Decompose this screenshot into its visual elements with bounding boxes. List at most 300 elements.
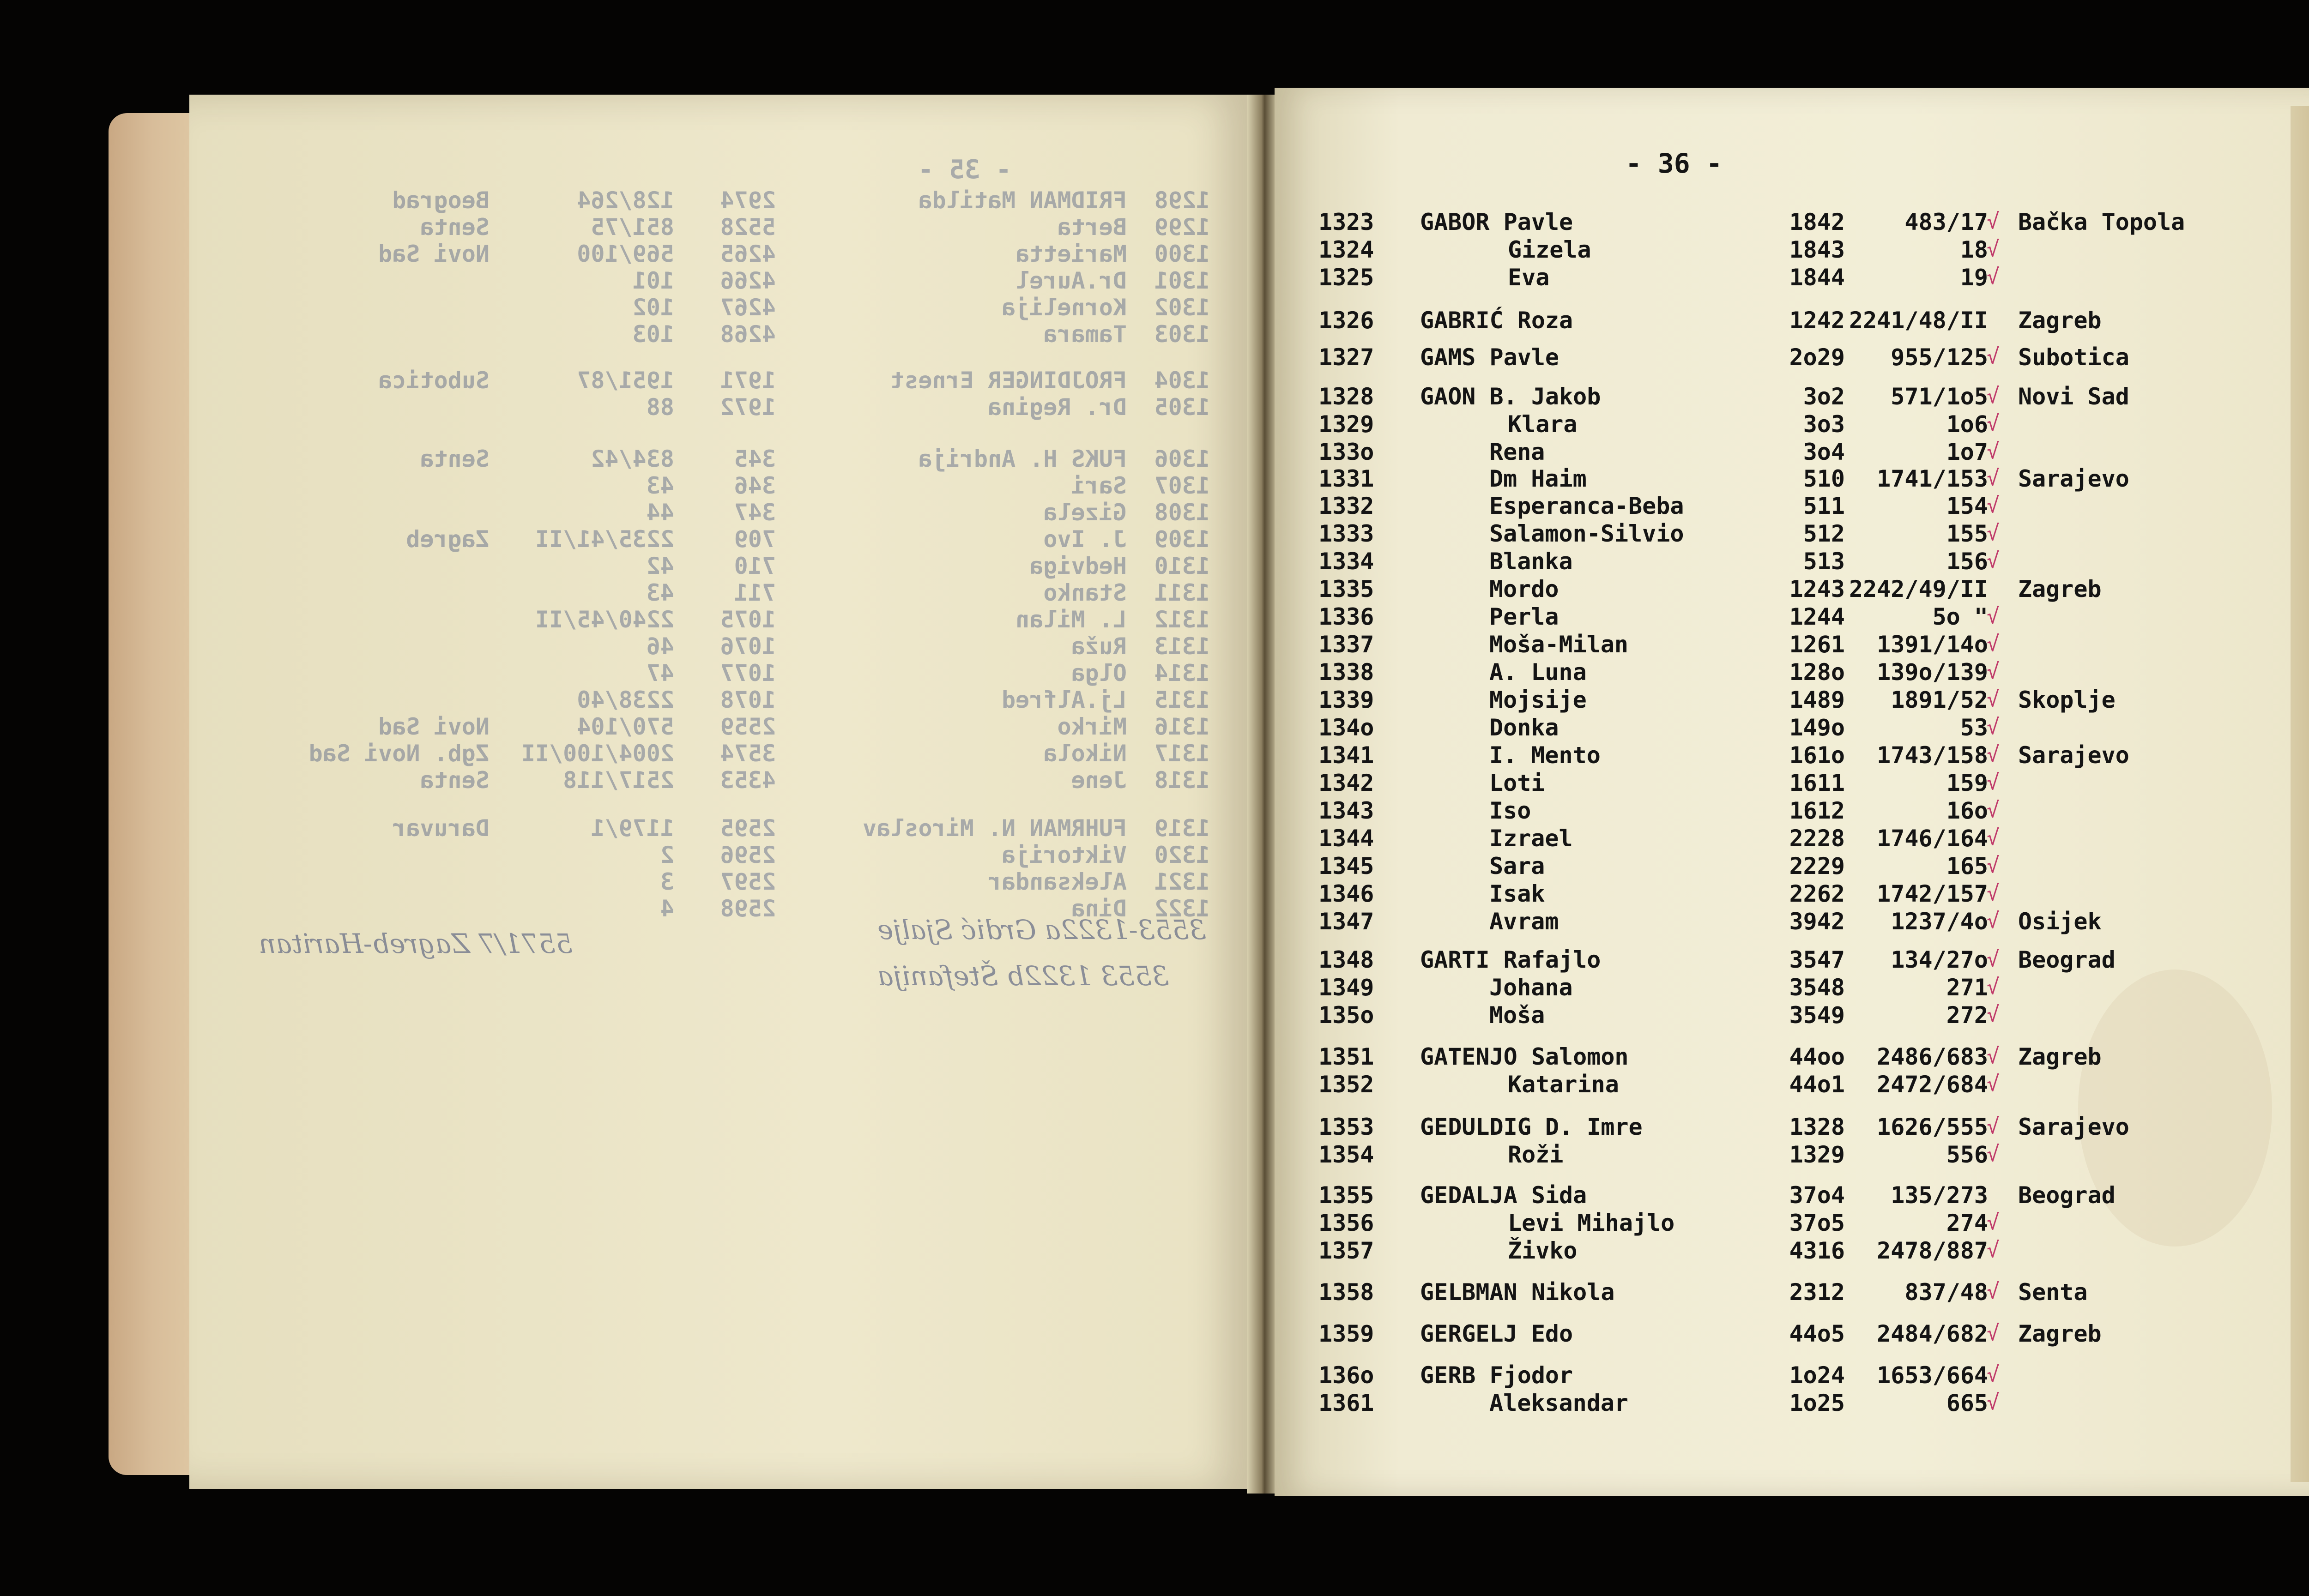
reference-number: 1743/158 [1877,742,1988,769]
row-number: 135o [1318,1002,1374,1029]
person-name: Salamon-Silvio [1489,520,1684,547]
row-number: 1329 [1318,411,1374,438]
row-number: 1334 [1318,548,1374,575]
record-code: 1261 [1789,631,1845,658]
check-mark: √ [1987,1141,2000,1166]
record-code: 128o [1789,659,1845,686]
city: Sarajevo [2018,742,2129,769]
row-number: 1359 [1318,1320,1374,1347]
person-name: Rena [1489,439,1545,465]
record-code: 3549 [1789,1002,1845,1029]
person-name: Dm Haim [1489,465,1587,492]
handwritten-note: 3553 1322b Štefanija [877,960,1169,992]
bleed-row-number: 1309 [1154,526,1210,553]
record-code: 1489 [1789,687,1845,713]
reference-number: 483/17 [1904,209,1988,235]
bleed-row-number: 1303 [1154,321,1210,348]
bleed-code: 1076 [720,633,776,660]
bleed-ref: 103 [632,321,674,348]
bleed-name: J. Ivo [1043,526,1127,553]
bleed-code: 4267 [720,294,776,321]
person-name: Eva [1508,264,1550,291]
check-mark: √ [1987,603,2000,628]
record-code: 1242 [1789,307,1845,334]
person-name: Avram [1489,908,1559,935]
bleed-row-number: 1310 [1154,553,1210,579]
check-mark: √ [1987,1279,2000,1304]
check-mark: √ [1987,946,2000,971]
bleed-code: 2596 [720,842,776,868]
bleed-ref: 102 [632,294,674,321]
row-number: 1353 [1318,1114,1374,1140]
person-name: Esperanca-Beba [1489,493,1684,519]
row-number: 1332 [1318,493,1374,519]
left-page [189,95,1251,1489]
bleed-ref: 3 [660,868,674,895]
bleed-ref: 88 [646,394,674,421]
bleed-ref: 101 [632,267,674,294]
row-number: 1346 [1318,880,1374,907]
person-name: Mojsije [1489,687,1587,713]
city: Bačka Topola [2018,209,2185,235]
person-name: Moša-Milan [1489,631,1629,658]
row-number: 1341 [1318,742,1374,769]
city: Zagreb [2018,1320,2102,1347]
person-name: Roži [1508,1141,1564,1168]
reference-number: 1653/664 [1877,1362,1988,1389]
bleed-code: 4268 [720,321,776,348]
reference-number: 1391/14o [1877,631,1988,658]
check-mark: √ [1987,908,2000,933]
bleed-city: Subotica [378,367,490,394]
bleed-row-number: 1298 [1154,187,1210,214]
bleed-row-number: 1312 [1154,606,1210,633]
reference-number: 1o7 [1946,439,1988,465]
bleed-code: 1075 [720,606,776,633]
bleed-code: 4265 [720,241,776,267]
bleed-row-number: 1319 [1154,815,1210,842]
person-name: GABRIĆ Roza [1420,307,1573,334]
row-number: 136o [1318,1362,1374,1389]
row-number: 1351 [1318,1043,1374,1070]
record-code: 512 [1803,520,1845,547]
check-mark: √ [1987,1210,2000,1235]
check-mark: √ [1987,1237,2000,1262]
bleed-name: FUKS H. Andrija [918,446,1127,472]
person-name: Loti [1489,770,1545,796]
person-name: GEDALJA Sida [1420,1182,1587,1209]
reference-number: 556 [1946,1141,1988,1168]
record-code: 1612 [1789,797,1845,824]
row-number: 1337 [1318,631,1374,658]
record-code: 1329 [1789,1141,1845,1168]
person-name: A. Luna [1489,659,1587,686]
record-code: 44o1 [1789,1071,1845,1098]
city: Osijek [2018,908,2102,935]
check-mark: √ [1987,659,2000,684]
person-name: GERB Fjodor [1420,1362,1573,1389]
bleed-row-number: 1300 [1154,241,1210,267]
reference-number: 1626/555 [1877,1114,1988,1140]
bleed-city: Senta [420,446,490,472]
check-mark: √ [1987,344,2000,369]
bleed-city: Novi Sad [378,241,490,267]
record-code: 161o [1789,742,1845,769]
check-mark: √ [1987,770,2000,795]
person-name: GARTI Rafajlo [1420,946,1601,973]
record-code: 1o25 [1789,1390,1845,1416]
reference-number: 272 [1946,1002,1988,1029]
row-number: 1361 [1318,1390,1374,1416]
record-code: 1328 [1789,1114,1845,1140]
person-name: Iso [1489,797,1531,824]
bleed-code: 710 [734,553,776,579]
bleed-row-number: 1307 [1154,472,1210,499]
bleed-city: Novi Sad [378,713,490,740]
bleed-row-number: 1320 [1154,842,1210,868]
bleed-ref: 43 [646,472,674,499]
row-number: 1356 [1318,1210,1374,1236]
person-name: GERGELJ Edo [1420,1320,1573,1347]
row-number: 1338 [1318,659,1374,686]
bleed-name: Stanko [1043,579,1127,606]
reference-number: 1891/52 [1891,687,1988,713]
person-name: Mordo [1489,576,1559,602]
person-name: Klara [1508,411,1578,438]
bleed-name: Jene [1071,767,1127,794]
record-code: 1244 [1789,603,1845,630]
bleed-ref: 1951/87 [577,367,674,394]
person-name: GELBMAN Nikola [1420,1279,1615,1306]
bleed-name: Viktorija [1002,842,1127,868]
bleed-row-number: 1304 [1154,367,1210,394]
bleed-ref: 44 [646,499,674,526]
bleed-row-number: 1302 [1154,294,1210,321]
check-mark: √ [1987,687,2000,711]
bleed-name: Dr.Aurel [1015,267,1127,294]
bleed-code: 346 [734,472,776,499]
reference-number: 155 [1946,520,1988,547]
reference-number: 135/273 [1891,1182,1988,1209]
check-mark: √ [1987,1362,2000,1387]
bleed-code: 2974 [720,187,776,214]
person-name: Donka [1489,714,1559,741]
bleed-code: 1972 [720,394,776,421]
bleed-ref: 2238/40 [577,687,674,713]
bleed-code: 3574 [720,740,776,767]
person-name: I. Mento [1489,742,1601,769]
record-code: 2229 [1789,853,1845,879]
bleed-ref: 2235/41/II [535,526,674,553]
reference-number: 2241/48/II [1849,307,1988,334]
reference-number: 1237/4o [1891,908,1988,935]
reference-number: 837/48 [1904,1279,1988,1306]
reference-number: 2242/49/II [1849,576,1988,602]
bleed-city: Zagreb [406,526,490,553]
person-name: Sara [1489,853,1545,879]
bleed-row-number: 1313 [1154,633,1210,660]
check-mark: √ [1987,797,2000,822]
bleed-ref: 47 [646,660,674,687]
row-number: 1339 [1318,687,1374,713]
record-code: 37o5 [1789,1210,1845,1236]
person-name: Levi Mihajlo [1508,1210,1675,1236]
check-mark: √ [1987,209,2000,234]
person-name: Perla [1489,603,1559,630]
bleed-row-number: 1305 [1154,394,1210,421]
bleed-code: 2598 [720,895,776,922]
reference-number: 159 [1946,770,1988,796]
row-number: 134o [1318,714,1374,741]
bleed-name: Marietta [1015,241,1127,267]
bleed-ref: 2 [660,842,674,868]
reference-number: 1741/153 [1877,465,1988,492]
record-code: 3o3 [1803,411,1845,438]
reference-number: 139o/139 [1877,659,1988,686]
record-code: 1611 [1789,770,1845,796]
reference-number: 134/27o [1891,946,1988,973]
handwritten-note: 5571/7 Zagreb-Haritan [259,928,573,959]
bleed-code: 709 [734,526,776,553]
city: Beograd [2018,1182,2116,1209]
check-mark: √ [1987,236,2000,261]
person-name: GAON B. Jakob [1420,383,1601,410]
bleed-ref: 42 [646,553,674,579]
record-code: 3547 [1789,946,1845,973]
bleed-code: 2597 [720,868,776,895]
bleed-through-text [189,95,1251,1489]
check-mark: √ [1987,1390,2000,1415]
bleed-name: FUHRMAN N. Miroslav [863,815,1127,842]
bleed-name: Hedviga [1029,553,1127,579]
city: Zagreb [2018,576,2102,602]
bleed-name: Gizela [1043,499,1127,526]
bleed-ref: 570/104 [577,713,674,740]
person-name: Izrael [1489,825,1573,852]
record-code: 2o29 [1789,344,1845,371]
reference-number: 53 [1960,714,1988,741]
row-number: 1355 [1318,1182,1374,1209]
reference-number: 5o " [1932,603,1988,630]
reference-number: 154 [1946,493,1988,519]
bleed-ref: 2004/100/II [521,740,674,767]
bleed-code: 4353 [720,767,776,794]
record-code: 3o2 [1803,383,1845,410]
reference-number: 2486/683 [1877,1043,1988,1070]
bleed-ref: 43 [646,579,674,606]
city: Zagreb [2018,1043,2102,1070]
reference-number: 19 [1960,264,1988,291]
check-mark: √ [1987,631,2000,656]
check-mark: √ [1987,493,2000,518]
bleed-ref: 834/42 [591,446,674,472]
check-mark: √ [1987,1043,2000,1068]
record-code: 1243 [1789,576,1845,602]
bleed-row-number: 1321 [1154,868,1210,895]
check-mark: √ [1987,383,2000,408]
record-code: 1843 [1789,236,1845,263]
city: Skoplje [2018,687,2116,713]
bleed-ref: 1179/1 [591,815,674,842]
row-number: 1336 [1318,603,1374,630]
bleed-name: L. Milan [1015,606,1127,633]
bleed-row-number: 1308 [1154,499,1210,526]
bleed-code: 711 [734,579,776,606]
check-mark: √ [1987,264,2000,289]
record-code: 2262 [1789,880,1845,907]
bleed-row-number: 1315 [1154,687,1210,713]
bleed-city: Beograd [392,187,490,214]
check-mark: √ [1987,520,2000,545]
check-mark: √ [1987,465,2000,490]
bleed-ref: 851/75 [591,214,674,241]
row-number: 1343 [1318,797,1374,824]
person-name: Blanka [1489,548,1573,575]
record-code: 3o4 [1803,439,1845,465]
row-number: 1326 [1318,307,1374,334]
bleed-row-number: 1306 [1154,446,1210,472]
record-code: 1o24 [1789,1362,1845,1389]
record-code: 37o4 [1789,1182,1845,1209]
left-page-number: - 35 - [918,155,1011,185]
bleed-city: Senta [420,767,490,794]
person-name: Isak [1489,880,1545,907]
bleed-name: FROJDINGER Ernest [890,367,1127,394]
bleed-row-number: 1311 [1154,579,1210,606]
row-number: 1323 [1318,209,1374,235]
city: Zagreb [2018,307,2102,334]
bleed-code: 345 [734,446,776,472]
reference-number: 156 [1946,548,1988,575]
bleed-ref: 2517/118 [563,767,674,794]
bleed-code: 1971 [720,367,776,394]
check-mark: √ [1987,1114,2000,1138]
reference-number: 1742/157 [1877,880,1988,907]
bleed-code: 4266 [720,267,776,294]
bleed-name: Mirko [1057,713,1127,740]
bleed-code: 5528 [720,214,776,241]
row-number: 133o [1318,439,1374,465]
row-number: 1342 [1318,770,1374,796]
row-number: 1349 [1318,974,1374,1001]
row-number: 1327 [1318,344,1374,371]
bleed-city: Daruvar [392,815,490,842]
check-mark: √ [1987,825,2000,850]
bleed-name: FRIDMAN Matilda [918,187,1127,214]
record-code: 149o [1789,714,1845,741]
bleed-row-number: 1318 [1154,767,1210,794]
record-code: 3548 [1789,974,1845,1001]
reference-number: 1o6 [1946,411,1988,438]
row-number: 1324 [1318,236,1374,263]
record-code: 511 [1803,493,1845,519]
reference-number: 16o [1946,797,1988,824]
city: Senta [2018,1279,2088,1306]
reference-number: 571/1o5 [1891,383,1988,410]
bleed-code: 347 [734,499,776,526]
city: Sarajevo [2018,1114,2129,1140]
check-mark: √ [1987,714,2000,739]
bleed-row-number: 1317 [1154,740,1210,767]
bleed-name: Aleksandar [987,868,1127,895]
right-page-edge [2291,106,2309,1482]
bleed-name: Sari [1071,472,1127,499]
check-mark: √ [1987,439,2000,464]
city: Subotica [2018,344,2129,371]
person-name: Katarina [1508,1071,1619,1098]
bleed-name: Berta [1057,214,1127,241]
row-number: 1345 [1318,853,1374,879]
bleed-name: Kornelija [1002,294,1127,321]
row-number: 1331 [1318,465,1374,492]
record-code: 2312 [1789,1279,1845,1306]
reference-number: 1746/164 [1877,825,1988,852]
person-name: Aleksandar [1489,1390,1629,1416]
row-number: 1352 [1318,1071,1374,1098]
bleed-name: Olga [1071,660,1127,687]
row-number: 1347 [1318,908,1374,935]
reference-number: 165 [1946,853,1988,879]
person-name: GAMS Pavle [1420,344,1559,371]
bleed-city: Zgb. Novi Sad [308,740,490,767]
reference-number: 2472/684 [1877,1071,1988,1098]
record-code: 1844 [1789,264,1845,291]
bleed-code: 1077 [720,660,776,687]
reference-number: 665 [1946,1390,1988,1416]
bleed-row-number: 1314 [1154,660,1210,687]
row-number: 1344 [1318,825,1374,852]
bleed-ref: 128/264 [577,187,674,214]
reference-number: 2484/682 [1877,1320,1988,1347]
check-mark: √ [1987,1002,2000,1027]
row-number: 1328 [1318,383,1374,410]
bleed-code: 1078 [720,687,776,713]
person-name: GABOR Pavle [1420,209,1573,235]
record-code: 4316 [1789,1237,1845,1264]
bleed-name: Lj.Alfred [1002,687,1127,713]
bleed-ref: 46 [646,633,674,660]
record-code: 44oo [1789,1043,1845,1070]
bleed-city: Senta [420,214,490,241]
row-number: 1333 [1318,520,1374,547]
record-code: 2228 [1789,825,1845,852]
person-name: Živko [1508,1237,1578,1264]
check-mark: √ [1987,1320,2000,1345]
row-number: 1325 [1318,264,1374,291]
person-name: Gizela [1508,236,1591,263]
check-mark: √ [1987,548,2000,573]
bleed-row-number: 1316 [1154,713,1210,740]
row-number: 1348 [1318,946,1374,973]
row-number: 1354 [1318,1141,1374,1168]
reference-number: 271 [1946,974,1988,1001]
record-code: 513 [1803,548,1845,575]
check-mark: √ [1987,411,2000,436]
record-code: 44o5 [1789,1320,1845,1347]
bleed-name: Ruža [1071,633,1127,660]
handwritten-note: 3553-1322a Grdić Sjalje [877,914,1206,946]
bleed-code: 2559 [720,713,776,740]
city: Beograd [2018,946,2116,973]
check-mark: √ [1987,1071,2000,1096]
bleed-ref: 4 [660,895,674,922]
reference-number: 18 [1960,236,1988,263]
city: Novi Sad [2018,383,2129,410]
check-mark: √ [1987,853,2000,878]
bleed-name: Dina [1071,895,1127,922]
bleed-name: Nikola [1043,740,1127,767]
bleed-ref: 569/100 [577,241,674,267]
